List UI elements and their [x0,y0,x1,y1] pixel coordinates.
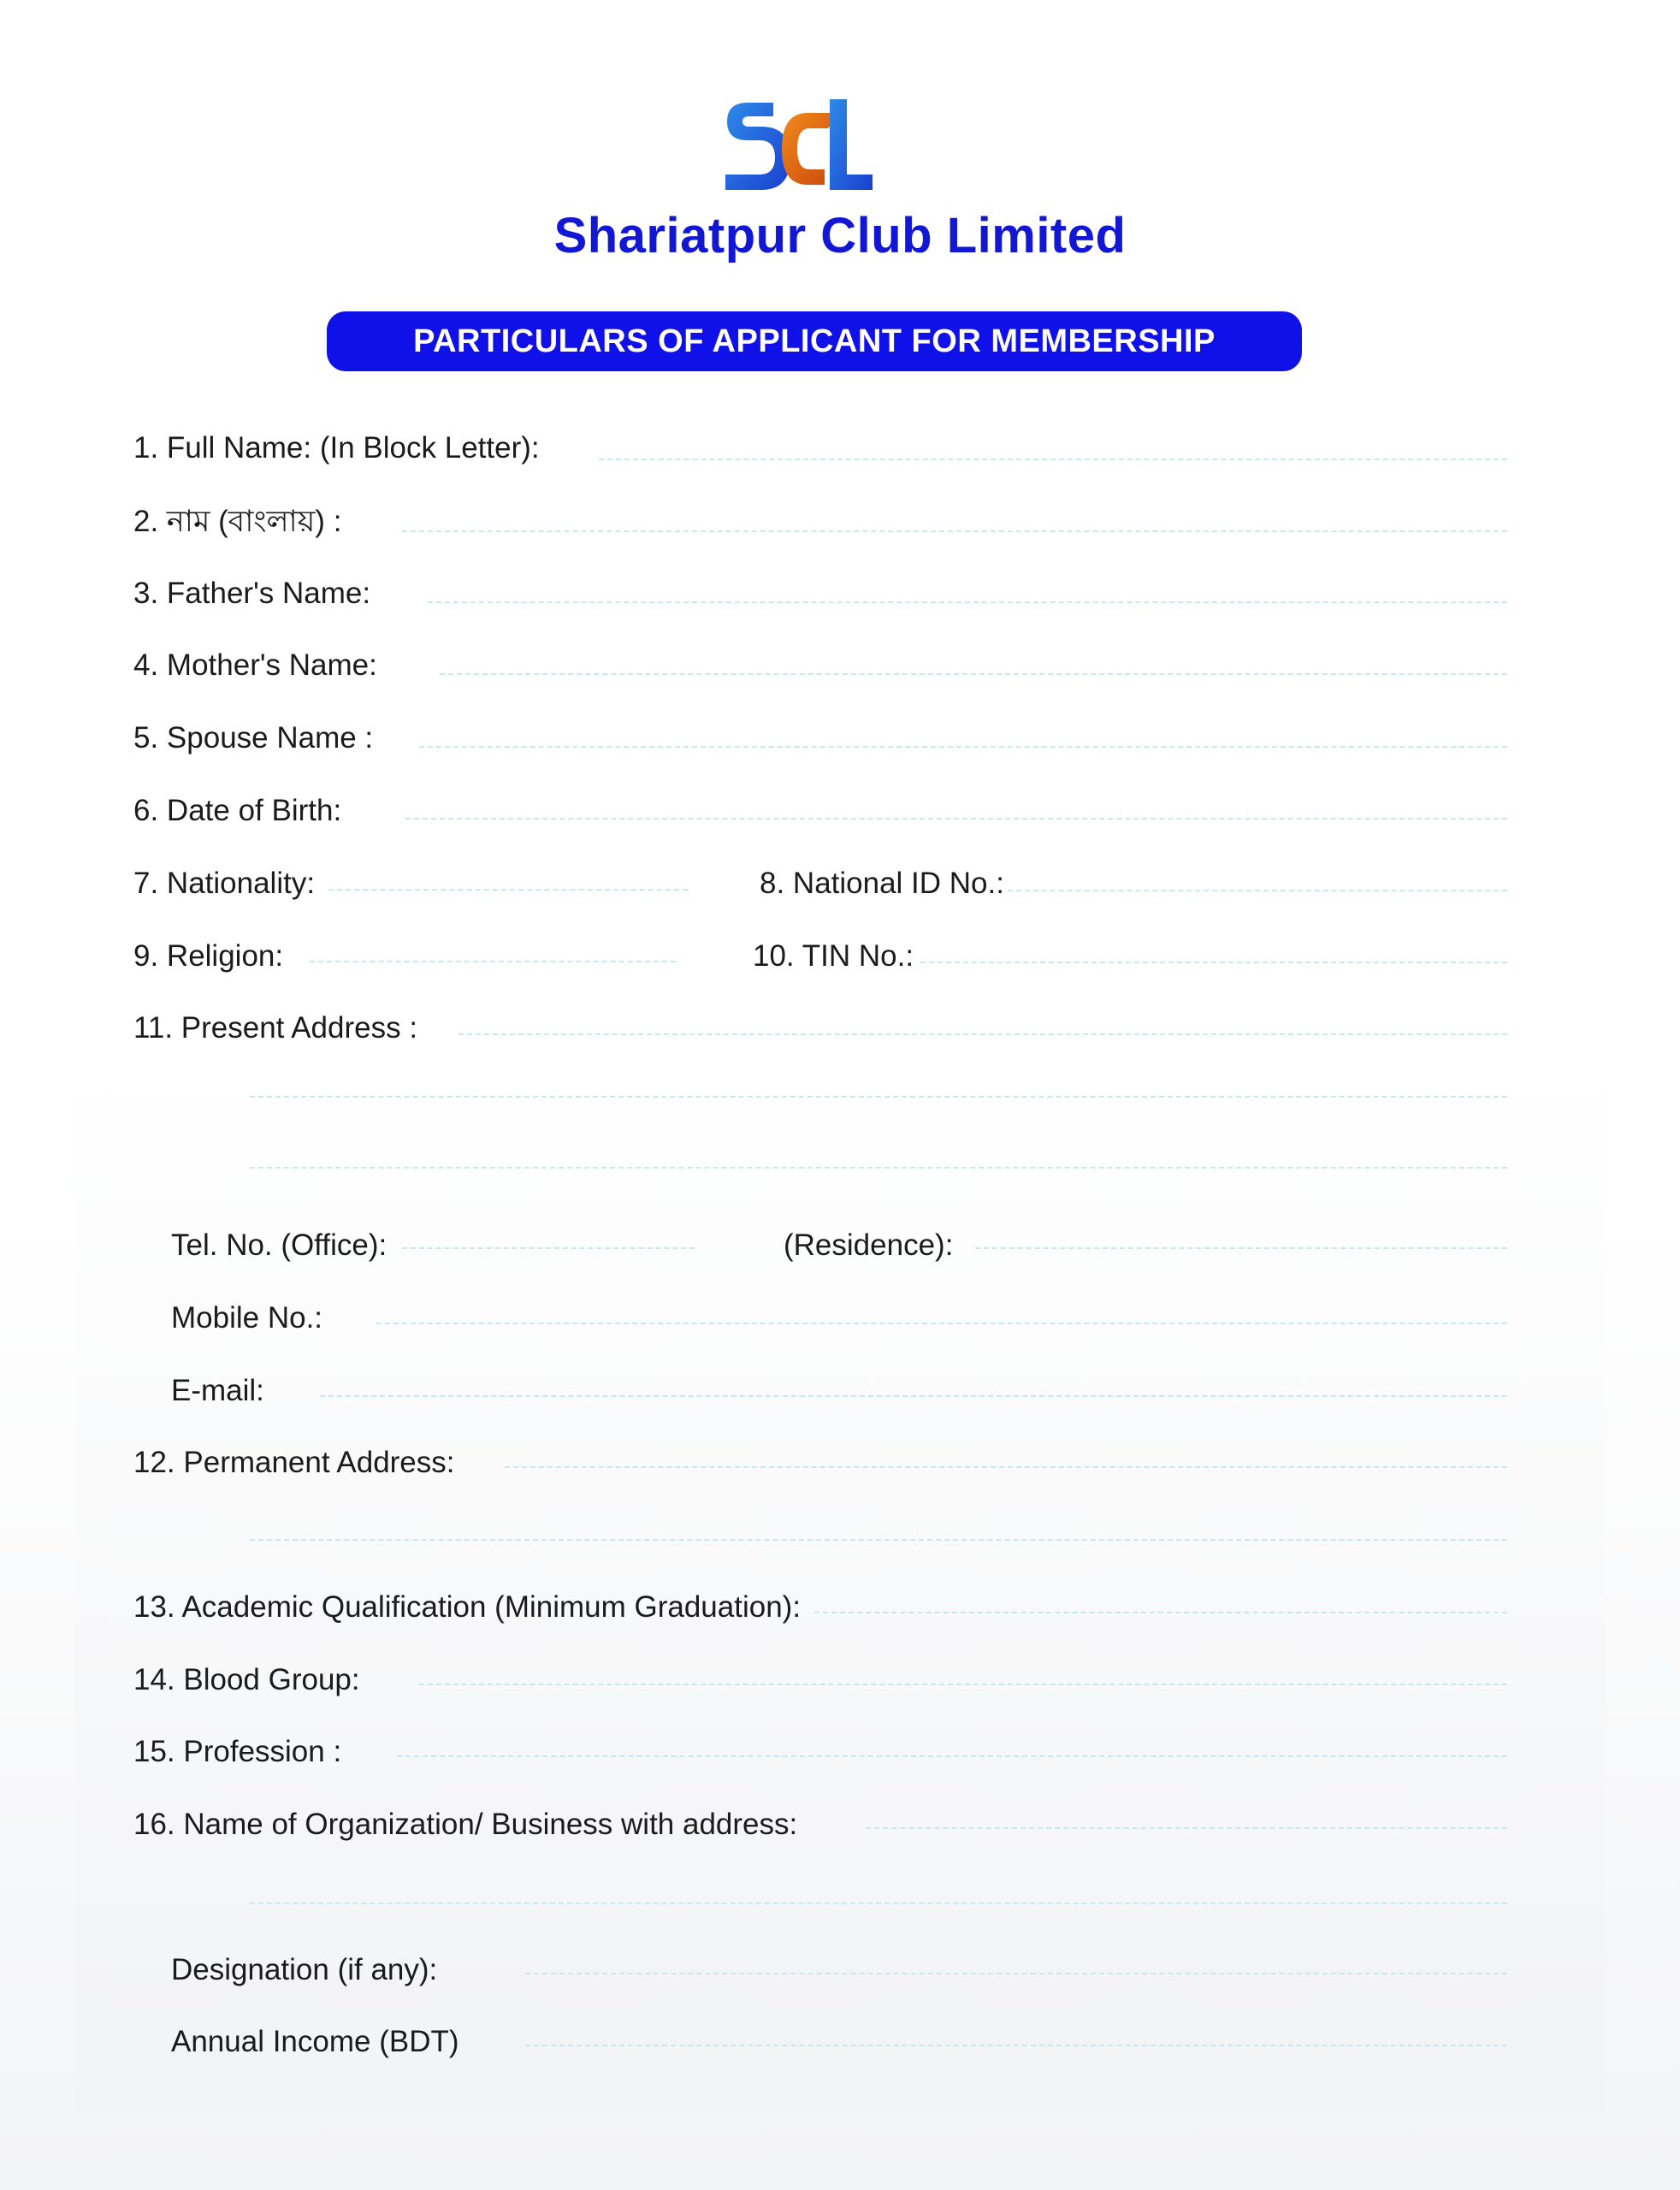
bangla-name-field[interactable] [402,530,1507,532]
mother-name-field[interactable] [440,673,1507,675]
spouse-name-field[interactable] [419,746,1507,748]
present-address-field-1[interactable] [458,1033,1507,1035]
annual-income-label: Annual Income (BDT) [171,2025,459,2058]
academic-field[interactable] [814,1612,1507,1613]
annual-income-field[interactable] [525,2045,1507,2046]
academic-label: 13. Academic Qualification (Minimum Graduation): [133,1590,802,1624]
tel-residence-label: (Residence): [784,1228,954,1262]
permanent-address-field-2[interactable] [250,1539,1507,1541]
date-of-birth-label: 6. Date of Birth: [133,794,342,827]
religion-label: 9. Religion: [133,939,284,973]
permanent-address-field-1[interactable] [505,1466,1507,1468]
full-name-field[interactable] [599,459,1507,460]
mobile-field[interactable] [376,1323,1507,1324]
organization-field-1[interactable] [866,1827,1507,1829]
present-address-field-2[interactable] [250,1096,1507,1098]
bangla-name-label: 2. নাম (বাংলায়) : [133,505,342,538]
present-address-label: 11. Present Address : [133,1011,418,1045]
email-field[interactable] [320,1395,1507,1397]
nationality-label: 7. Nationality: [133,867,316,900]
nationality-field[interactable] [328,889,688,891]
form-title-banner: PARTICULARS OF APPLICANT FOR MEMBERSHIP [327,311,1302,371]
permanent-address-label: 12. Permanent Address: [133,1446,455,1479]
organization-label: 16. Name of Organization/ Business with address: [133,1808,798,1841]
organization-name: Shariatpur Club Limited [553,208,1127,263]
tel-residence-field[interactable] [975,1247,1507,1249]
national-id-label: 8. National ID No.: [760,867,1004,900]
profession-field[interactable] [397,1755,1507,1757]
profession-label: 15. Profession : [133,1735,342,1768]
father-name-label: 3. Father's Name: [133,577,371,610]
blood-group-label: 14. Blood Group: [133,1663,360,1696]
present-address-field-3[interactable] [250,1167,1507,1169]
designation-label: Designation (if any): [171,1953,438,1986]
email-label: E-mail: [171,1374,264,1407]
mother-name-label: 4. Mother's Name: [133,648,377,682]
religion-field[interactable] [310,961,676,962]
tin-label: 10. TIN No.: [753,939,914,973]
tin-field[interactable] [920,962,1507,963]
father-name-field[interactable] [428,601,1507,603]
spouse-name-label: 5. Spouse Name : [133,721,374,755]
designation-field[interactable] [525,1973,1507,1974]
organization-field-2[interactable] [250,1903,1507,1904]
scl-logo [722,96,876,198]
national-id-field[interactable] [1008,890,1507,891]
date-of-birth-field[interactable] [405,818,1507,820]
tel-office-field[interactable] [402,1247,695,1249]
full-name-label: 1. Full Name: (In Block Letter): [133,431,540,465]
tel-office-label: Tel. No. (Office): [171,1228,387,1262]
mobile-label: Mobile No.: [171,1301,323,1335]
blood-group-field[interactable] [419,1684,1507,1685]
